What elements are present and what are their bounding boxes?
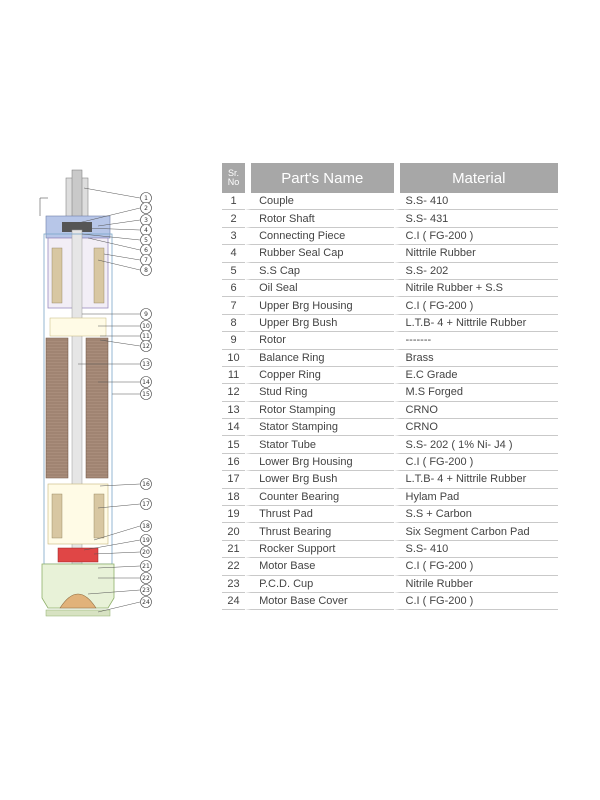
part-name-cell: Stator Tube (245, 436, 393, 453)
callout-number: 20 (142, 549, 150, 557)
table-row (222, 489, 558, 506)
part-name-cell: Balance Ring (245, 350, 393, 367)
table-row (222, 471, 558, 488)
part-name-cell: Stator Stamping (245, 419, 393, 436)
part-name-cell: Rocker Support (245, 541, 393, 558)
material-cell: Nitrile Rubber + S.S (394, 280, 559, 297)
sr-no-cell: 20 (222, 523, 245, 540)
table-row (222, 367, 558, 384)
material-cell: S.S- 410 (394, 193, 559, 210)
part-name-cell: Rotor Shaft (245, 210, 393, 227)
sr-no-cell: 14 (222, 419, 245, 436)
callout-leader-line (104, 254, 140, 260)
callout-number: 21 (142, 563, 150, 571)
callout-number: 19 (142, 537, 150, 545)
sr-no-cell: 21 (222, 541, 245, 558)
table-row (222, 384, 558, 401)
sr-no-cell: 1 (222, 193, 245, 210)
header-no-label: No (227, 177, 240, 187)
material-cell: CRNO (394, 419, 559, 436)
callout-leader-line (84, 188, 140, 198)
table-row (222, 228, 558, 245)
sr-no-cell: 16 (222, 454, 245, 471)
material-cell: CRNO (394, 402, 559, 419)
callout-number: 8 (144, 267, 148, 275)
callout-number: 24 (142, 599, 150, 607)
part-name-cell: Thrust Pad (245, 506, 393, 523)
material-cell: M.S Forged (394, 384, 559, 401)
material-cell: C.I ( FG-200 ) (394, 297, 559, 314)
table-row (222, 593, 558, 610)
material-cell: S.S + Carbon (394, 506, 559, 523)
material-cell: S.S- 431 (394, 210, 559, 227)
table-row (222, 576, 558, 593)
material-cell: E.C Grade (394, 367, 559, 384)
sr-no-cell: 9 (222, 332, 245, 349)
part-name-cell: Copper Ring (245, 367, 393, 384)
part-name-cell: Upper Brg Housing (245, 297, 393, 314)
part-name-cell: Motor Base Cover (245, 593, 393, 610)
callout-number: 2 (144, 205, 148, 213)
sr-no-cell: 10 (222, 350, 245, 367)
material-cell: ------- (394, 332, 559, 349)
rotor-shaft-shape (72, 230, 82, 600)
material-cell: C.I ( FG-200 ) (394, 228, 559, 245)
table-row (222, 350, 558, 367)
sr-no-cell: 13 (222, 402, 245, 419)
sr-no-cell: 12 (222, 384, 245, 401)
callout-number: 10 (142, 323, 150, 331)
table-row (222, 193, 558, 210)
material-cell: C.I ( FG-200 ) (394, 593, 559, 610)
callout-number: 17 (142, 501, 150, 509)
table-row (222, 332, 558, 349)
material-cell: Brass (394, 350, 559, 367)
table-header-row (222, 163, 558, 193)
material-cell: S.S- 410 (394, 541, 559, 558)
callout-number: 15 (142, 391, 150, 399)
material-cell: Six Segment Carbon Pad (394, 523, 559, 540)
callout-number: 5 (144, 237, 148, 245)
sr-no-cell: 22 (222, 558, 245, 575)
table-row (222, 419, 558, 436)
material-cell: L.T.B- 4 + Nittrile Rubber (394, 315, 559, 332)
part-name-cell: Lower Brg Bush (245, 471, 393, 488)
callout-number: 1 (144, 195, 148, 203)
sr-no-cell: 11 (222, 367, 245, 384)
part-name-cell: P.C.D. Cup (245, 576, 393, 593)
sr-no-cell: 8 (222, 315, 245, 332)
table-row (222, 454, 558, 471)
callout-number: 14 (142, 379, 150, 387)
sr-no-cell: 18 (222, 489, 245, 506)
part-name-cell: Counter Bearing (245, 489, 393, 506)
part-name-cell: Upper Brg Bush (245, 315, 393, 332)
callout-number: 12 (142, 343, 150, 351)
callout-number: 23 (142, 587, 150, 595)
material-cell: Nitrile Rubber (394, 576, 559, 593)
callout-number: 16 (142, 481, 150, 489)
motor-cross-section-svg (38, 168, 168, 628)
part-name-cell: Rotor (245, 332, 393, 349)
table-row (222, 245, 558, 262)
table-row (222, 210, 558, 227)
table-row (222, 541, 558, 558)
table-row (222, 558, 558, 575)
part-name-cell: Connecting Piece (245, 228, 393, 245)
part-name-cell: Stud Ring (245, 384, 393, 401)
part-name-cell: Thrust Bearing (245, 523, 393, 540)
sr-no-cell: 5 (222, 263, 245, 280)
part-name-cell: Couple (245, 193, 393, 210)
callout-number: 13 (142, 361, 150, 369)
material-cell: C.I ( FG-200 ) (394, 454, 559, 471)
part-name-cell: Oil Seal (245, 280, 393, 297)
table-row (222, 280, 558, 297)
sr-no-cell: 6 (222, 280, 245, 297)
header-sr-label: Sr. (228, 168, 240, 178)
callout-number: 4 (144, 227, 148, 235)
thrust-bearing-shape (58, 548, 98, 562)
callout-number: 11 (142, 333, 150, 341)
material-cell: Nittrile Rubber (394, 245, 559, 262)
callout-number: 3 (144, 217, 148, 225)
table-row (222, 436, 558, 453)
header-sr-no (222, 163, 245, 193)
material-cell: L.T.B- 4 + Nittrile Rubber (394, 471, 559, 488)
motor-base-cover-shape (46, 610, 110, 616)
table-row (222, 523, 558, 540)
sr-no-cell: 3 (222, 228, 245, 245)
sr-no-cell: 2 (222, 210, 245, 227)
table-row (222, 263, 558, 280)
header-parts-name: Part's Name (245, 163, 393, 193)
material-cell: S.S- 202 ( 1% Ni- J4 ) (394, 436, 559, 453)
callout-leader-line (94, 552, 140, 554)
part-name-cell: Rotor Stamping (245, 402, 393, 419)
material-cell: S.S- 202 (394, 263, 559, 280)
table-row (222, 297, 558, 314)
parts-table-body (222, 193, 558, 610)
sr-no-cell: 19 (222, 506, 245, 523)
part-name-cell: Motor Base (245, 558, 393, 575)
part-name-cell: Rubber Seal Cap (245, 245, 393, 262)
callout-number: 6 (144, 247, 148, 255)
parts-table (222, 163, 558, 610)
callout-number: 7 (144, 257, 148, 265)
sr-no-cell: 15 (222, 436, 245, 453)
sr-no-cell: 7 (222, 297, 245, 314)
callout-number: 9 (144, 311, 148, 319)
table-row (222, 315, 558, 332)
part-name-cell: Lower Brg Housing (245, 454, 393, 471)
sr-no-cell: 24 (222, 593, 245, 610)
motor-cross-section-drawing (38, 168, 168, 628)
material-cell: Hylam Pad (394, 489, 559, 506)
balance-ring-shape (50, 318, 106, 336)
callout-number: 18 (142, 523, 150, 531)
sr-no-cell: 23 (222, 576, 245, 593)
header-material: Material (394, 163, 559, 193)
material-cell: C.I ( FG-200 ) (394, 558, 559, 575)
table-row (222, 402, 558, 419)
sr-no-cell: 17 (222, 471, 245, 488)
callout-number: 22 (142, 575, 150, 583)
part-name-cell: S.S Cap (245, 263, 393, 280)
table-row (222, 506, 558, 523)
sr-no-cell: 4 (222, 245, 245, 262)
